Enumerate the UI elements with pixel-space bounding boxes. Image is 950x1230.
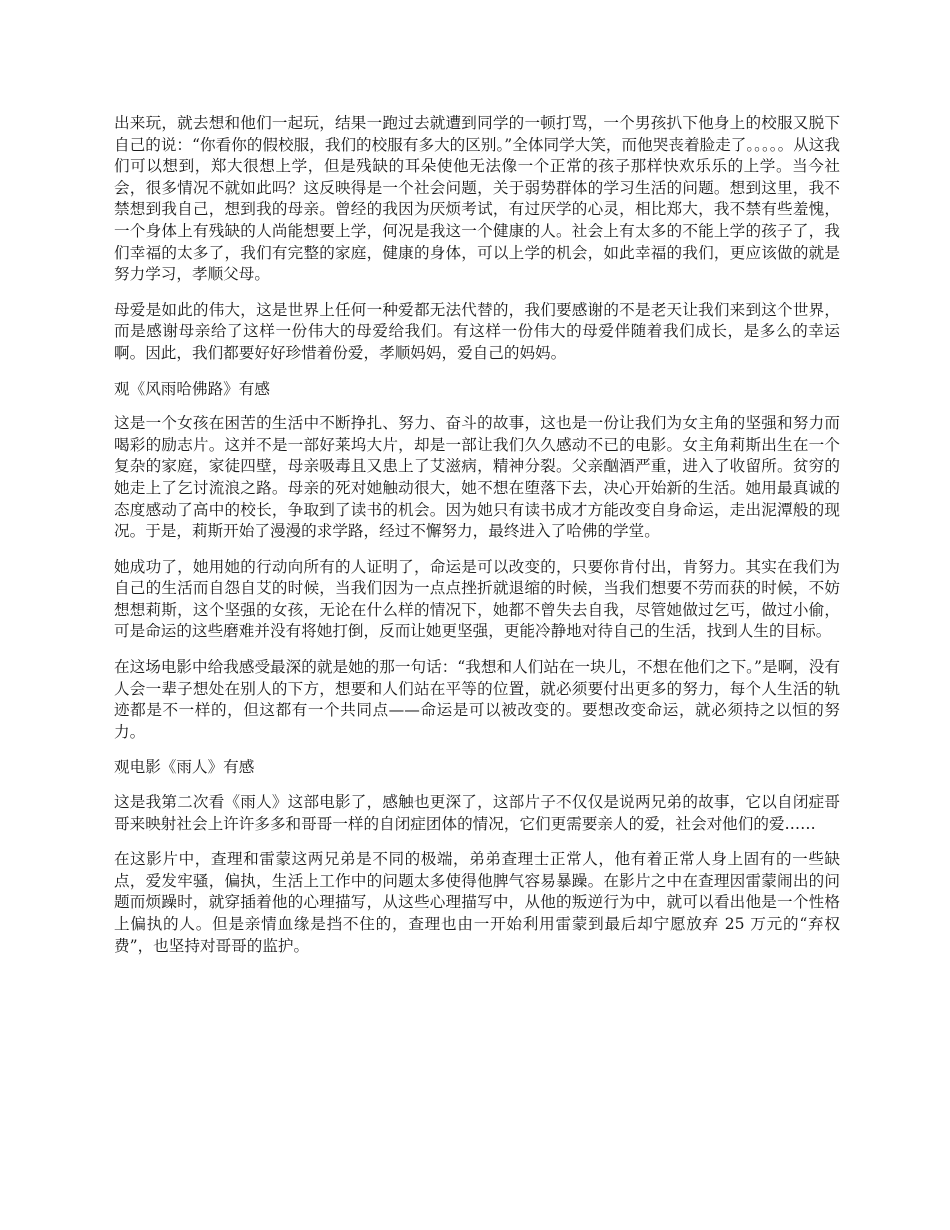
paragraph-harvard-quote: 在这场电影中给我感受最深的就是她的那一句话：“我想和人们站在一块儿，不想在他们之下。”是啊，没有人会一辈子想处在别人的下方，想要和人们站在平等的位置，就必须要付出更多的努力，每个人生活的轨迹都是不一样的，但这都有一个共同点——命运是可以被改变的。要想改变命运，就必须持之以恒的努力。	[114, 658, 840, 741]
paragraph-rain-man-brothers: 在这影片中，查理和雷蒙这两兄弟是不同的极端，弟弟查理士正常人，他有着正常人身上固有的一些缺点，爱发牢骚，偏执，生活上工作中的问题太多使得他脾气容易暴躁。在影片之中在查理因雷蒙闹出的问题而烦躁时，就穿插着他的心理描写，从这些心理描写中，从他的叛逆行为中，就可以看出他是一个性格上偏执的人。但是亲情血缘是挡不住的，查理也由一开始利用雷蒙到最后却宁愿放弃 25 万元的“弃权费”，也坚持对哥哥的监护。	[114, 850, 840, 955]
paragraph-harvard-success: 她成功了，她用她的行动向所有的人证明了，命运是可以改变的，只要你肯付出，肯努力。其实在我们为自己的生活而自怨自艾的时候，当我们因为一点点挫折就退缩的时候，当我们想要不劳而获的时候，不妨想想莉斯，这个坚强的女孩，无论在什么样的情况下，她都不曾失去自我，尽管她做过乞丐，做过小偷，可是命运的这些磨难并没有将她打倒，反而让她更坚强，更能冷静地对待自己的生活，找到人生的目标。	[114, 557, 840, 641]
paragraph-mother-love: 母爱是如此的伟大，这是世界上任何一种爱都无法代替的，我们要感谢的不是老天让我们来到这个世界，而是感谢母亲给了这样一份伟大的母爱给我们。有这样一份伟大的母爱伴随着我们成长，是多么的幸运啊。因此，我们都要好好珍惜着份爱，孝顺妈妈，爱自己的妈妈。	[114, 300, 840, 362]
paragraph-harvard-story: 这是一个女孩在困苦的生活中不断挣扎、努力、奋斗的故事，这也是一份让我们为女主角的坚强和努力而喝彩的励志片。这并不是一部好莱坞大片，却是一部让我们久久感动不已的电影。女主角莉斯出生在一个复杂的家庭，家徒四壁，母亲吸毒且又患上了艾滋病，精神分裂。父亲酗酒严重，进入了收留所。贫穷的她走上了乞讨流浪之路。母亲的死对她触动很大，她不想在堕落下去，决心开始新的生活。她用最真诚的态度感动了高中的校长，争取到了读书的机会。因为她只有读书成才方能改变自身命运，走出泥潭般的现况。于是，莉斯开始了漫漫的求学路，经过不懈努力，最终进入了哈佛的学堂。	[114, 414, 840, 541]
section-heading-harvard: 观《风雨哈佛路》有感	[114, 379, 270, 398]
paragraph-rain-man-intro: 这是我第二次看《雨人》这部电影了，感触也更深了，这部片子不仅仅是说两兄弟的故事，它以自闭症哥哥来映射社会上许许多多和哥哥一样的自闭症团体的情况，它们更需要亲人的爱，社会对他们的爱……	[114, 793, 840, 833]
paragraph-intro-continuation: 出来玩，就去想和他们一起玩，结果一跑过去就遭到同学的一顿打骂，一个男孩扒下他身上的校服又脱下自己的说：“你看你的假校服，我们的校服有多大的区别。”全体同学大笑，而他哭丧着脸走了。。。。。从这我们可以想到，郑大很想上学，但是残缺的耳朵使他无法像一个正常的孩子那样快欢乐乐的上学。当今社会，很多情况不就如此吗？这反映得是一个社会问题，关于弱势群体的学习生活的问题。想到这里，我不禁想到我自己，想到我的母亲。曾经的我因为厌烦考试，有过厌学的心灵，相比郑大，我不禁有些羞愧，一个身体上有残缺的人尚能想要上学，何况是我这一个健康的人。社会上有太多的不能上学的孩子了，我们幸福的太多了，我们有完整的家庭，健康的身体，可以上学的机会，如此幸福的我们，更应该做的就是努力学习，孝顺父母。	[114, 114, 840, 284]
document-page	[114, 113, 840, 971]
section-heading-rain-man: 观电影《雨人》有感	[114, 758, 255, 777]
